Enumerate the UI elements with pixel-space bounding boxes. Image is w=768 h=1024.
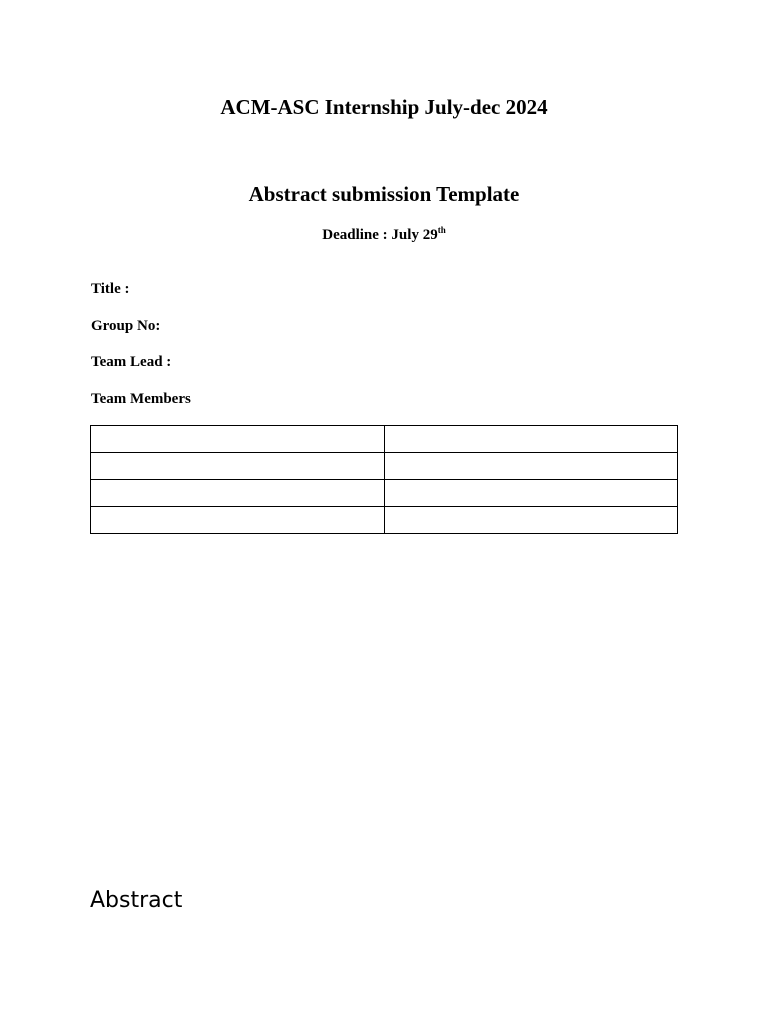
table-cell xyxy=(384,507,678,534)
table-cell xyxy=(91,480,385,507)
table-row xyxy=(91,426,678,453)
group-no-field-label: Group No: xyxy=(91,318,161,334)
abstract-heading: Abstract xyxy=(90,888,183,913)
table-cell xyxy=(384,426,678,453)
team-members-table xyxy=(90,425,678,534)
deadline-text xyxy=(0,225,768,245)
table-cell xyxy=(91,426,385,453)
deadline-suffix: th xyxy=(437,225,446,235)
table-row xyxy=(91,507,678,534)
template-title: Abstract submission Template xyxy=(248,182,520,206)
team-members-label: Team Members xyxy=(91,391,191,407)
table-row xyxy=(91,453,678,480)
table-cell xyxy=(384,480,678,507)
title-field-label: Title : xyxy=(91,281,130,297)
deadline-label: Deadline : July 29 xyxy=(322,227,438,243)
team-lead-field-label: Team Lead : xyxy=(91,354,172,370)
table-cell xyxy=(91,453,385,480)
table-cell xyxy=(91,507,385,534)
document-heading: ACM-ASC Internship July-dec 2024 xyxy=(220,95,548,119)
table-cell xyxy=(384,453,678,480)
table-row xyxy=(91,480,678,507)
